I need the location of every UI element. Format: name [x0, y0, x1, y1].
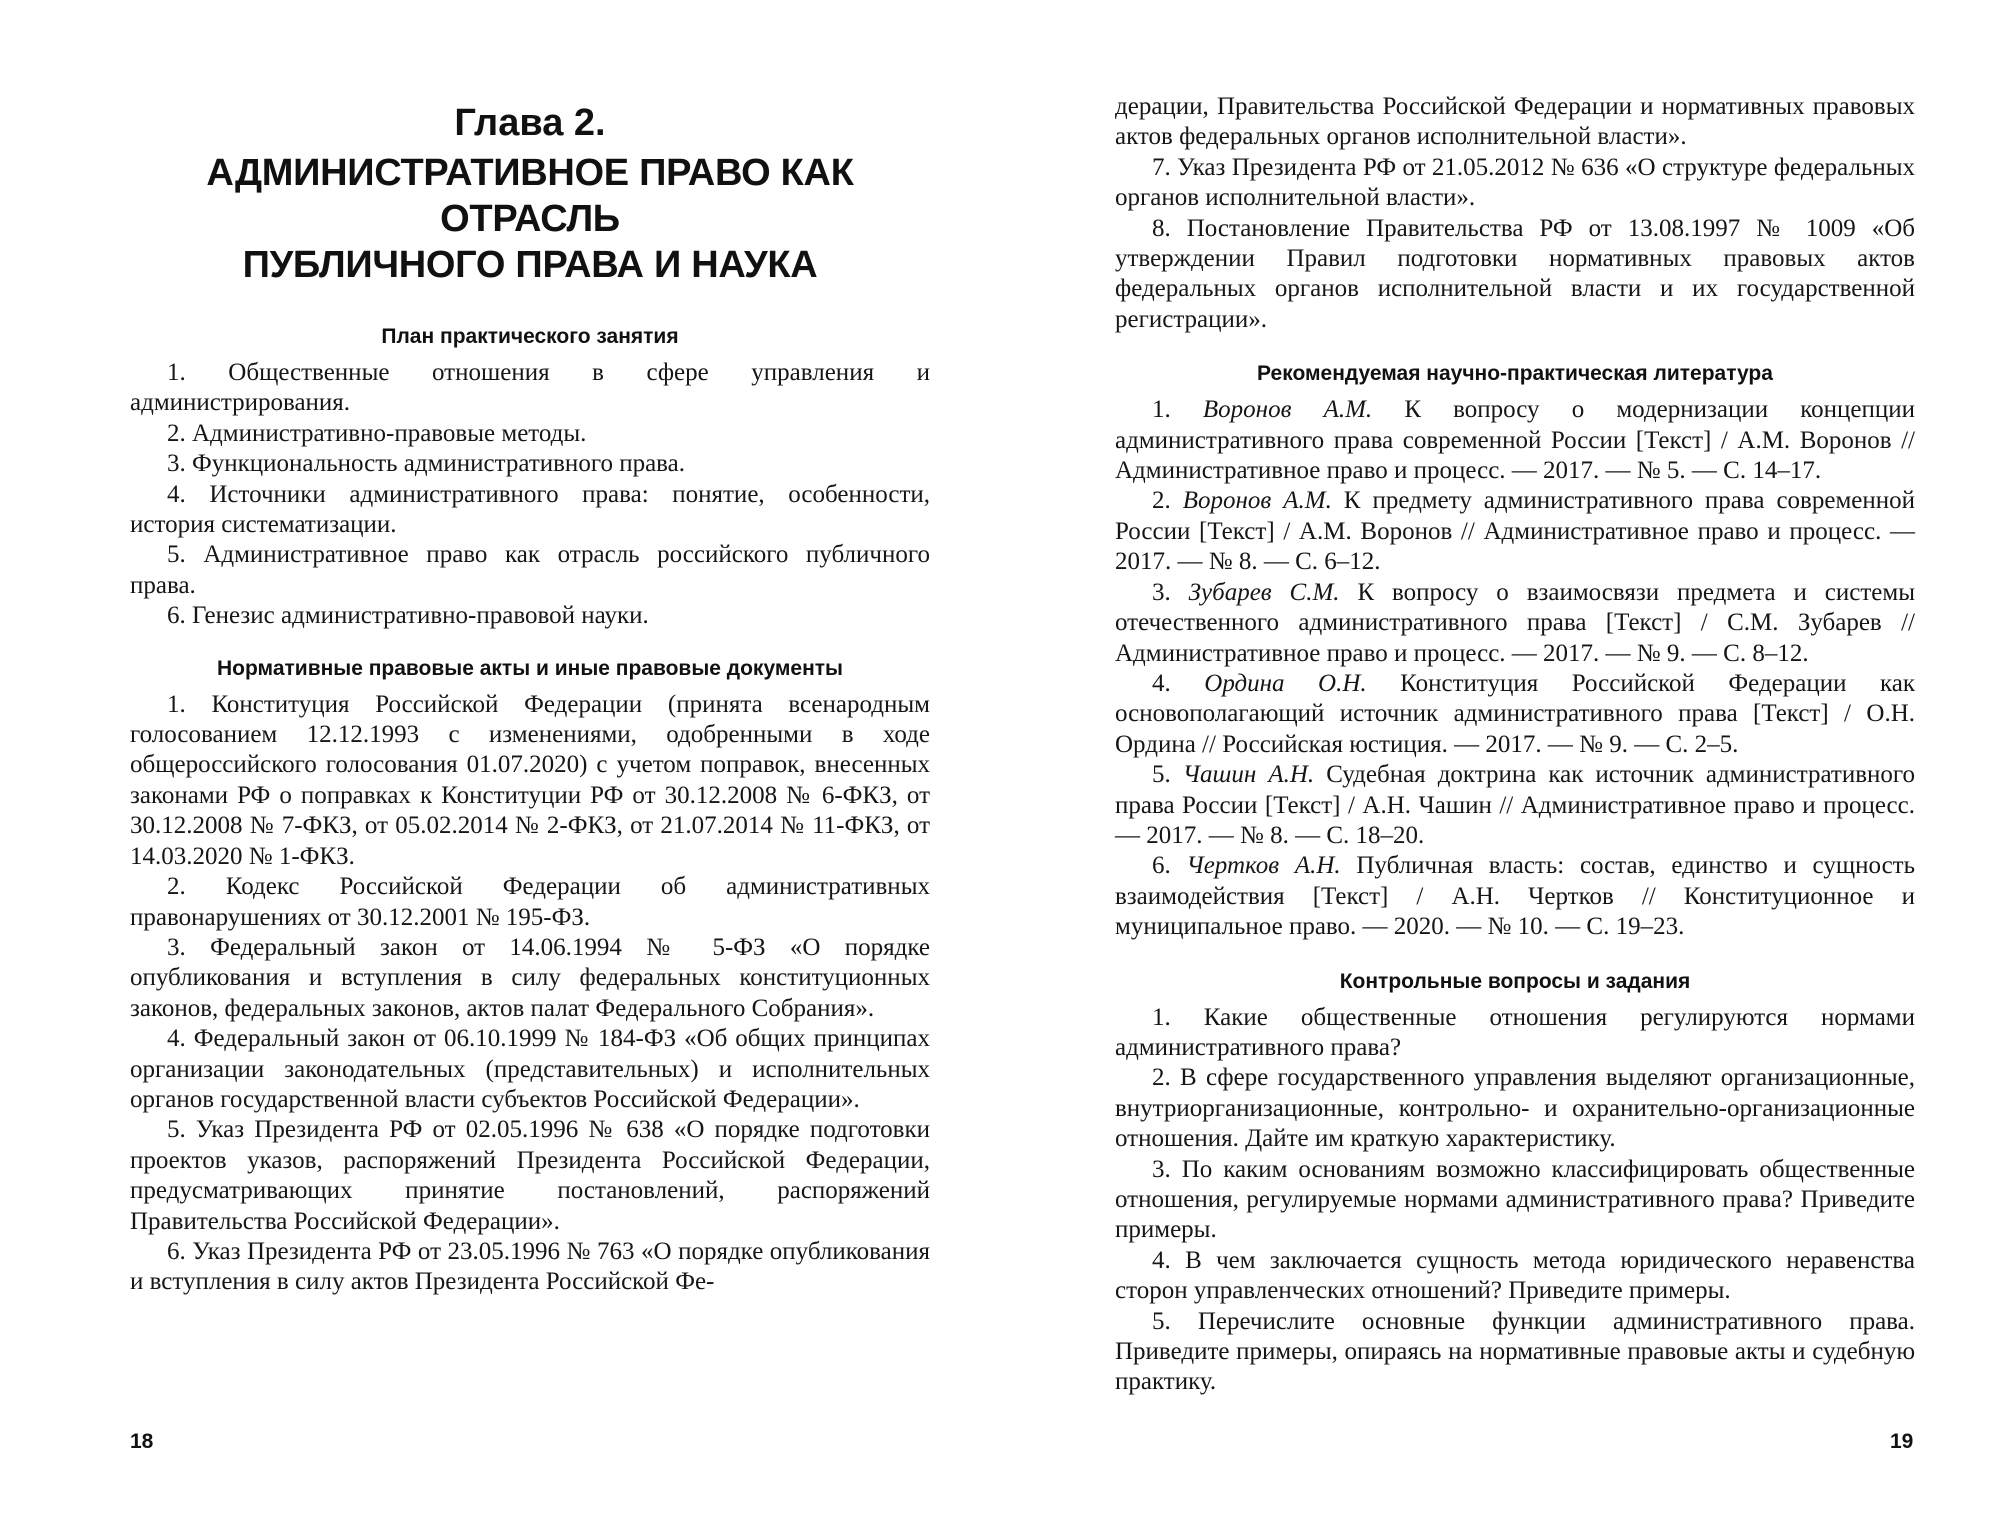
question-item: 5. Перечислите основные функции административного права. Приведите примеры, опираясь на нормативные правовые акты и судебную практику.: [1115, 1307, 1915, 1396]
plan-item: 3. Функциональность административного права.: [167, 450, 685, 478]
literature-item: [1115, 669, 1915, 760]
literature-item: [1115, 760, 1915, 851]
literature-num: 3.: [1152, 578, 1171, 606]
literature-num: 6.: [1152, 852, 1171, 880]
literature-author: Ордина О.Н.: [1204, 669, 1367, 697]
literature-text: К вопросу о взаимосвязи предмета и системы отечественного административного права [Текст] / С.М. Зубарев // Административное право и процесс. — 2017. — № 9. — С. 8–12.: [1115, 578, 1916, 667]
question-item: 2. В сфере государственного управления выделяют организационные, внутриорганизационные, контрольно- и охранительно-организационные отношения. Дайте им краткую характеристику.: [1115, 1064, 1915, 1153]
literature-heading: Рекомендуемая научно-практическая литература: [1257, 362, 1773, 386]
act-item: 2. Кодекс Российской Федерации об административных правонарушениях от 30.12.2001 № 195-ФЗ.: [130, 873, 930, 931]
acts-list-continued: [1115, 92, 1915, 335]
plan-item: 6. Генезис административно-правовой науки.: [167, 602, 649, 630]
question-item: 1. Какие общественные отношения регулируются нормами административного права?: [1115, 1003, 1915, 1061]
page-number: 19: [1890, 1430, 1914, 1453]
chapter-title-line2: ПУБЛИЧНОГО ПРАВА И НАУКА: [242, 244, 818, 286]
right-content: [1115, 92, 1915, 1398]
act-item: 4. Федеральный закон от 06.10.1999 № 184-ФЗ «Об общих принципах организации законодательных (представительных) и исполнительных органов государственной власти субъектов Российской Федерации».: [130, 1025, 930, 1113]
literature-author: Чертков А.Н.: [1186, 852, 1341, 880]
literature-item: [1115, 395, 1915, 486]
literature-item: [1115, 851, 1915, 942]
literature-text: Конституция Российской Федерации как основополагающий источник административного права [Текст] / О.Н. Ордина // Российская юстиция. — 2017. — № 9. — С. 2–5.: [1115, 669, 1916, 758]
act-item: 7. Указ Президента РФ от 21.05.2012 № 636 «О структуре федеральных органов исполнительной власти».: [1115, 153, 1915, 212]
literature-text: К вопросу о модернизации концепции административного права современной России [Текст] / А.М. Воронов // Административное право и процесс. — 2017. — № 5. — С. 14–17.: [1115, 396, 1916, 485]
questions-list: [1115, 1003, 1915, 1398]
questions-heading: Контрольные вопросы и задания: [1339, 969, 1691, 993]
act-item: 8. Постановление Правительства РФ от 13.08.1997 № 1009 «Об утверждении Правил подготовки нормативных правовых актов федеральных органов исполнительной власти и их государственной регистрации».: [1115, 214, 1915, 333]
literature-num: 2.: [1152, 487, 1171, 515]
act-item: 3. Федеральный закон от 14.06.1994 № 5-ФЗ «О порядке опубликования и вступления в силу федеральных конституционных законов, федеральных законов, актов палат Федерального Собрания».: [130, 933, 930, 1022]
question-item: 3. По каким основаниям возможно классифицировать общественные отношения, регулируемые нормами административного права? Приведите примеры.: [1115, 1155, 1915, 1244]
literature-list: [1115, 395, 1915, 942]
act-item: 1. Конституция Российской Федерации (принята всенародным голосованием 12.12.1993 с изменениями, одобренными в ходе общероссийского голосования 01.07.2020) с учетом поправок, внесенных законами РФ о поправках к Конституции РФ от 30.12.2008 № 6-ФКЗ, от 30.12.2008 № 7-ФКЗ, от 05.02.2014 № 2-ФКЗ, от 21.07.2014 № 11-ФКЗ, от 14.03.2020 № 1-ФКЗ.: [130, 690, 930, 870]
literature-author: Воронов А.М.: [1182, 487, 1332, 515]
literature-num: 4.: [1152, 669, 1171, 697]
literature-item: [1115, 578, 1915, 669]
plan-item: 2. Административно-правовые методы.: [167, 419, 587, 447]
chapter-heading: [130, 100, 930, 288]
chapter-number: Глава 2.: [454, 102, 606, 144]
act-item-continuation: дерации, Правительства Российской Федерации и нормативных правовых актов федеральных органов исполнительной власти».: [1115, 93, 1915, 151]
literature-author: Чашин А.Н.: [1182, 761, 1315, 789]
plan-item: 4. Источники административного права: понятие, особенности, история систематизации.: [130, 480, 930, 539]
acts-heading: Нормативные правовые акты и иные правовые документы: [217, 656, 843, 680]
chapter-title-line1: АДМИНИСТРАТИВНОЕ ПРАВО КАК ОТРАСЛЬ: [206, 152, 854, 240]
acts-list: [130, 690, 930, 1298]
literature-author: Зубарев С.М.: [1188, 578, 1340, 606]
literature-text: Публичная власть: состав, единство и сущность взаимодействия [Текст] / А.Н. Чертков // Конституционное и муниципальное право. — 2020. — № 10. — С. 19–23.: [1115, 852, 1915, 941]
literature-item: [1115, 486, 1915, 577]
literature-num: 1.: [1152, 396, 1171, 424]
literature-text: К предмету административного права современной России [Текст] / А.М. Воронов // Административное право и процесс. — 2017. — № 8. — С. 6–12.: [1115, 487, 1915, 576]
plan-heading: План практического занятия: [381, 325, 679, 348]
act-item: 5. Указ Президента РФ от 02.05.1996 № 638 «О порядке подготовки проектов указов, распоряжений Президента Российской Федерации, предусматривающих принятие постановлений, распоряжений Правительства Российской Федерации».: [130, 1116, 930, 1235]
question-item: 4. В чем заключается сущность метода юридического неравенства сторон управленческих отношений? Приведите примеры.: [1115, 1246, 1915, 1305]
plan-item: 5. Административное право как отрасль российского публичного права.: [130, 541, 930, 599]
literature-author: Воронов А.М.: [1202, 396, 1373, 424]
page-number: 18: [130, 1430, 154, 1453]
plan-list: [130, 358, 930, 632]
plan-item: 1. Общественные отношения в сфере управления и администрирования.: [130, 359, 930, 417]
left-content: [130, 322, 930, 1298]
literature-text: Судебная доктрина как источник административного права России [Текст] / А.Н. Чашин // Административное право и процесс. — 2017. — № 8. — С. 18–20.: [1115, 761, 1916, 849]
act-item: 6. Указ Президента РФ от 23.05.1996 № 763 «О порядке опубликования и вступления в силу актов Президента Российской Фе-: [130, 1237, 930, 1296]
literature-num: 5.: [1152, 761, 1171, 789]
